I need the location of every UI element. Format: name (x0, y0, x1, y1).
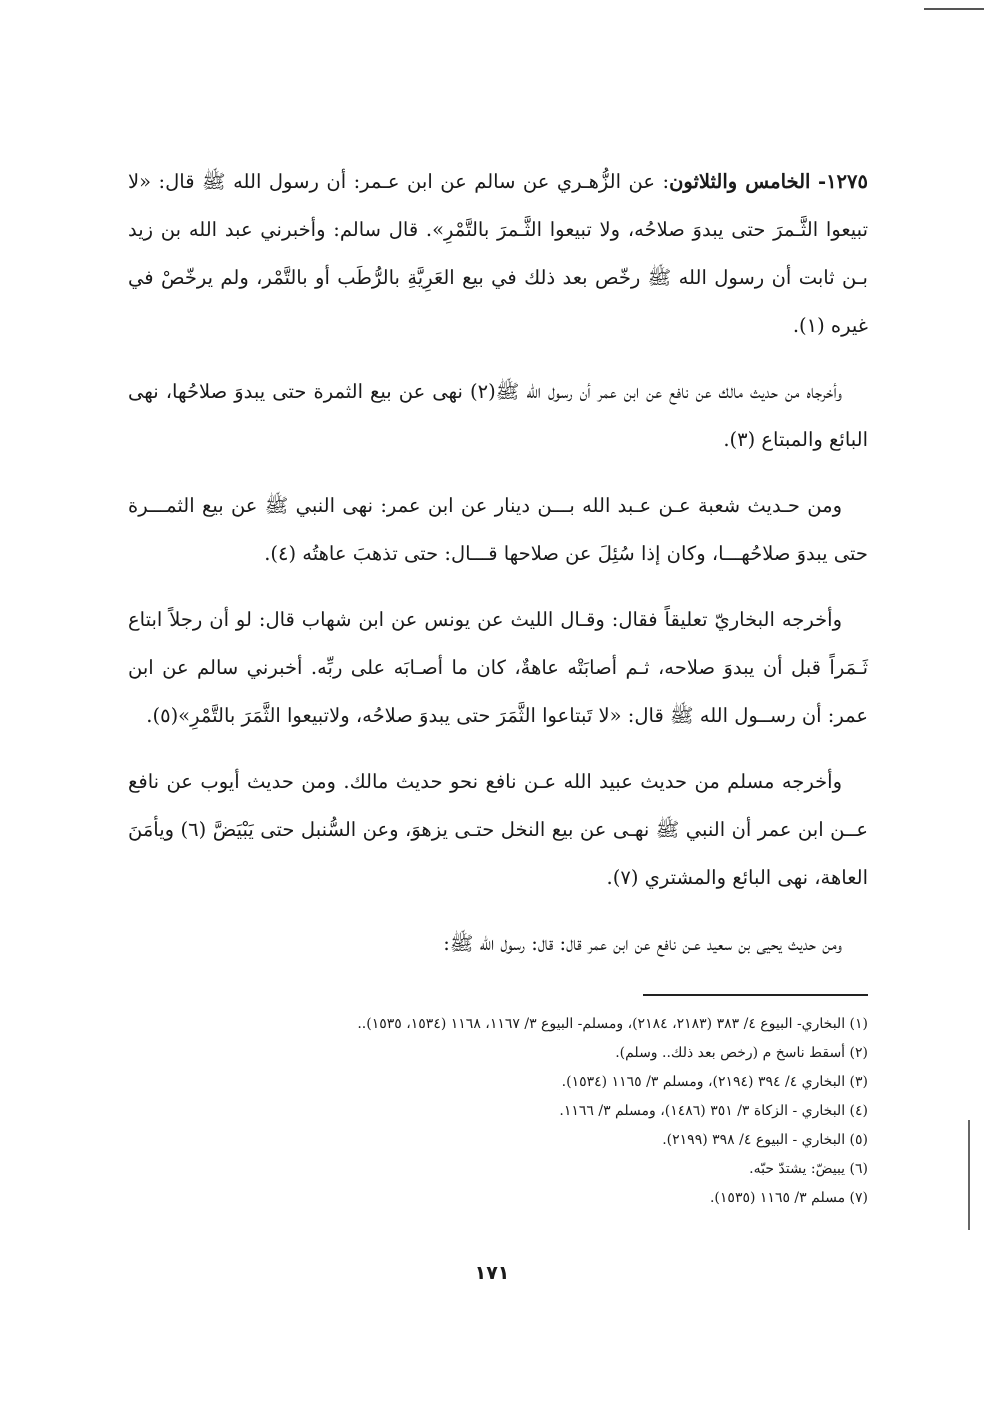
footnote-divider (643, 994, 868, 996)
hadith-paragraph (128, 158, 868, 350)
footnote-3: (٣) البخاري ٤/ ٣٩٤ (٢١٩٤)، ومسلم ٣/ ١١٦٥ (١٥٣٤). (561, 1074, 868, 1090)
footnotes (128, 1010, 868, 1213)
footnote-5: (٥) البخاري - البيوع ٤/ ٣٩٨ (٢١٩٩). (662, 1132, 868, 1148)
main-text (128, 158, 868, 968)
page-number: ١٧١ (474, 1262, 510, 1284)
page-content (128, 158, 868, 1213)
paragraph-4: وأخرجه مسلم من حديث عبيد الله عـن نافع نحو حديث مالك. ومن حديث أيوب عن نافع عــن ابن عمر أن النبي ﷺ نهـى عن بيع النخل حتـى يزهوَ، وعن السُّنبل حتى يَبْيَضَّ (٦) ويأمَنَ العاهة، نهى البائع والمشتري (٧). (128, 770, 868, 889)
paragraph-5: ومن حديث يحيى بن سعيد عـن نافع عن ابن عمر قال: قال: رسول الله ﷺ: (443, 932, 842, 955)
footnote-6: (٦) يبيضّ: يشتدّ حبّه. (749, 1161, 868, 1177)
paragraph-1: وأخرجاه من حديث مالك عن نافع عن ابن عمر أن رسول الله ﷺ(٢) نهى عن بيع الثمرة حتى يبدوَ صلاحُها، نهى البائع والمبتاع (٣). (128, 380, 868, 451)
hadith-heading: الخامس والثلاثون (669, 170, 811, 193)
paragraph-2: ومن حـديث شعبة عـن عـبد الله بـــن دينار عن ابن عمر: نهى النبي ﷺ عن بيع الثمـــرة حتى يبدوَ صلاحُهـــا، وكان إذا سُئِلَ عن صلاحها قـــال: حتى تذهبَ عاهتُه (٤). (128, 494, 868, 565)
scan-edge-top (924, 0, 984, 10)
hadith-body: : عن الزُّهـري عن سالم عن ابن عـمر: أن رسول الله ﷺ قال: «لا تبيعوا الثَّـمرَ حتى يبدوَ صلاحُه، ولا تبيعوا الثَّـمرَ بالتَّمْرِ». قال سالم: وأخبرني عبد الله بن زيد بـن ثابت أن رسول الله ﷺ رخّص بعد ذلك في بيع العَرِيَّةِ بالرُّطَب أو بالتَّمْر، ولم يرخّصْ في غيره (١). (128, 170, 868, 337)
hadith-number: ١٢٧٥- (817, 170, 868, 193)
paragraph-3: وأخرجه البخاريّ تعليقاً فقال: وقـال الليث عن يونس عن ابن شهاب قال: لو أن رجلاً ابتاع ثَـمَراً قبل أن يبدوَ صلاحه، ثـم أصابَتْه عاهةٌ، كان ما أصـابَه على ربِّه. أخبرني سالم عن ابن عمر: أن رســول الله ﷺ قال: «لا تَبتاعوا الثَّمَرَ حتى يبدوَ صلاحُه، ولاتبيعوا الثَّمَرَ بالتَّمْرِ»(٥). (128, 608, 868, 727)
footnote-7: (٧) مسلم ٣/ ١١٦٥ (١٥٣٥). (709, 1190, 868, 1206)
footnote-1: (١) البخاري- البيوع ٤/ ٣٨٣ (٢١٨٣، ٢١٨٤)، ومسلم- البيوع ٣/ ١١٦٧، ١١٦٨ (١٥٣٤، ١٥٣٥).. (357, 1016, 868, 1032)
scan-edge-right (968, 1120, 970, 1230)
footnote-2: (٢) أسقط ناسخ م (رخص بعد ذلك.. وسلم). (615, 1045, 868, 1061)
footnote-4: (٤) البخاري - الزكاة ٣/ ٣٥١ (١٤٨٦)، ومسلم ٣/ ١١٦٦. (559, 1103, 868, 1119)
